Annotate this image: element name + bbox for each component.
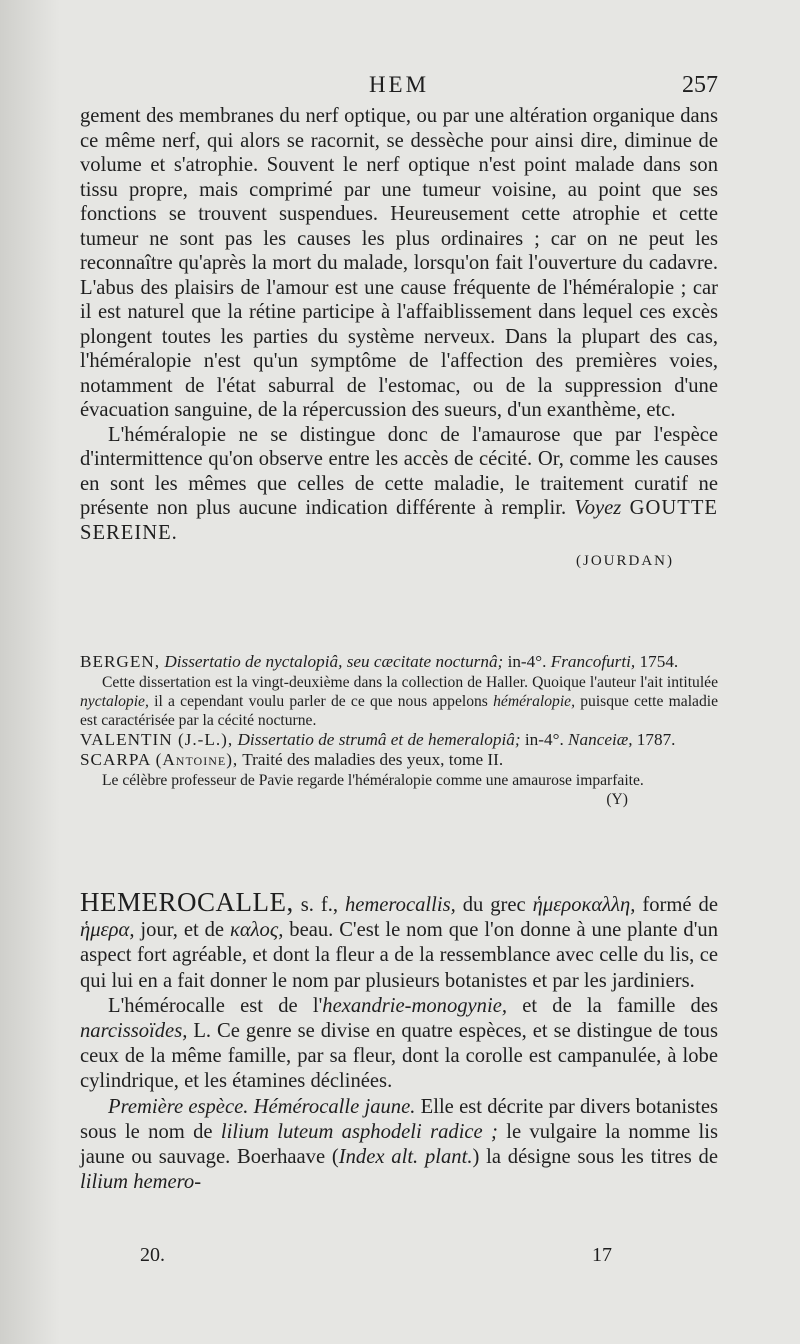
bibliography-entry	[80, 652, 718, 673]
note-text: il a cependant voulu parler de ce que nous appelons	[154, 692, 488, 710]
bib-year: 1787.	[636, 729, 676, 749]
grammar-label: s. f.,	[300, 894, 338, 916]
bib-author: SCARPA (Antoine),	[80, 750, 239, 769]
paragraph-species	[80, 1095, 718, 1196]
bibliography-note	[80, 673, 718, 730]
bib-format: in-4°.	[524, 729, 564, 749]
running-head: HEM	[368, 72, 430, 97]
paragraph-text: ) la désigne sous les titres de	[472, 1146, 718, 1169]
definition-text: beau. C'est le nom que l'on donne à une plante d'un aspect fort agréable, et dont la fleur a de la ressemblance avec celle du lis, ce qui lui en a fait donner le nom par plusieurs botanistes et par les jardiniers.	[80, 919, 718, 992]
entry-hemerocalle	[80, 887, 718, 1195]
bib-title: Dissertatio de strumâ et de hemeralopiâ;	[237, 729, 521, 749]
latin-name: hemerocallis,	[344, 894, 456, 916]
bib-year: 1754.	[639, 652, 679, 671]
greek-word: ἡμεροκαλλη,	[532, 894, 636, 916]
botanical-class: hexandrie-monogynie,	[322, 994, 507, 1017]
bib-format: in-4°.	[507, 652, 547, 671]
latin-name: lilium hemero-	[80, 1171, 202, 1194]
definition-text: formé de	[642, 894, 718, 916]
bib-title: Dissertatio de nyctalopiâ, seu cæcitate nocturnâ;	[164, 652, 504, 671]
article-author: (JOURDAN)	[576, 553, 674, 569]
note-term: nyctalopie,	[80, 692, 149, 710]
entry-term: HEMEROCALLE,	[80, 887, 294, 917]
note-text: Cette dissertation est la vingt-deuxième dans la collection de Haller. Quoique l'auteur l'ait intitulée	[102, 673, 718, 691]
bibliography	[80, 652, 718, 809]
bibliography-entry	[80, 750, 718, 771]
paragraph-text: L'hémérocalle est de l'	[108, 994, 323, 1017]
cross-reference-link[interactable]: GOUTTE SEREINE.	[80, 497, 718, 544]
bib-author: VALENTIN (J.-L.),	[80, 729, 234, 749]
page-header	[80, 70, 718, 102]
greek-word: ἡμερα,	[80, 919, 135, 942]
paragraph-causes: gement des membranes du nerf optique, ou par une altération organique dans ce même nerf, qui alors se racornit, se dessèche pour ainsi dire, diminue de volume et s'atrophie. Souvent le nerf optique n'est point malade dans son tissu propre, mais comprimé par une tumeur voisine, au point que ses fonctions se trouvent suspendues. Heureusement cette atrophie et cette tumeur ne sont pas les causes les plus ordinaires ; car on ne peut les reconnaître qu'après la mort du malade, lorsqu'on fait l'ouverture du cadavre. L'abus des plaisirs de l'amour est une cause fréquente de l'héméralopie ; car il est naturel que la rétine participe à l'affaiblissement dans lequel ces excès plongent toutes les parties du système nerveux. Dans la plupart des cas, l'héméralopie n'est qu'un symptôme de l'affection des premières voies, notamment de l'état saburral de l'estomac, ou de la suppression d'une évacuation sanguine, de la répercussion des sueurs, d'un exanthème, etc.	[80, 105, 718, 421]
main-text-block	[80, 104, 718, 574]
definition-text: jour, et de	[140, 919, 225, 942]
see-also-label: Voyez	[574, 497, 622, 519]
bib-place: Francofurti,	[550, 652, 636, 671]
work-title: Index alt. plant.	[338, 1146, 473, 1169]
botanical-family: narcissoïdes,	[80, 1020, 188, 1043]
latin-name: lilium luteum asphodeli radice ;	[220, 1120, 498, 1143]
paragraph-text: Elle est décrite par divers botanistes sous le nom de	[80, 1095, 718, 1143]
folio-mark: 17	[592, 1244, 612, 1266]
bibliography-note: Le célèbre professeur de Pavie regarde l'héméralopie comme une amaurose imparfaite.	[102, 771, 644, 789]
paragraph-text: L. Ce genre se divise en quatre espèces, et se distingue de tous ceux de la même famille, par sa fleur, dont la corolle est campanulée, à lobe cylindrique, et les étamines déclinées.	[80, 1020, 718, 1093]
bib-author: BERGEN,	[80, 652, 161, 671]
paragraph-text: le vulgaire la nomme lis jaune ou sauvage. Boerhaave (	[80, 1120, 718, 1169]
paragraph-distinction	[80, 423, 718, 546]
bib-place: Nanceiæ,	[568, 729, 633, 749]
paragraph-classification	[80, 994, 718, 1095]
entry-definition	[80, 887, 718, 994]
signature-mark: 20.	[140, 1244, 165, 1266]
bib-title: Traité des maladies des yeux, tome II.	[242, 750, 504, 769]
paragraph-text: et de la famille des	[522, 994, 718, 1017]
bibliography-entry	[80, 730, 718, 751]
page-number: 257	[682, 72, 718, 98]
paragraph-text: L'héméralopie ne se distingue donc de l'amaurose que par l'espèce d'intermittence qu'on observe entre les accès de cécité. Or, comme les causes en sont les mêmes que celles de cette maladie, le traitement curatif ne présente non plus aucune indication différente à remplir.	[80, 423, 718, 519]
contributor-signature: (Y)	[606, 790, 628, 808]
greek-word: καλος,	[229, 919, 284, 942]
note-term: héméralopie,	[493, 692, 575, 710]
note-text: puisque cette maladie est caractérisée par la cécité nocturne.	[80, 692, 719, 729]
page-footer	[80, 1244, 718, 1274]
definition-text: du grec	[462, 894, 526, 916]
species-heading: Première espèce. Hémérocalle jaune.	[108, 1095, 416, 1118]
